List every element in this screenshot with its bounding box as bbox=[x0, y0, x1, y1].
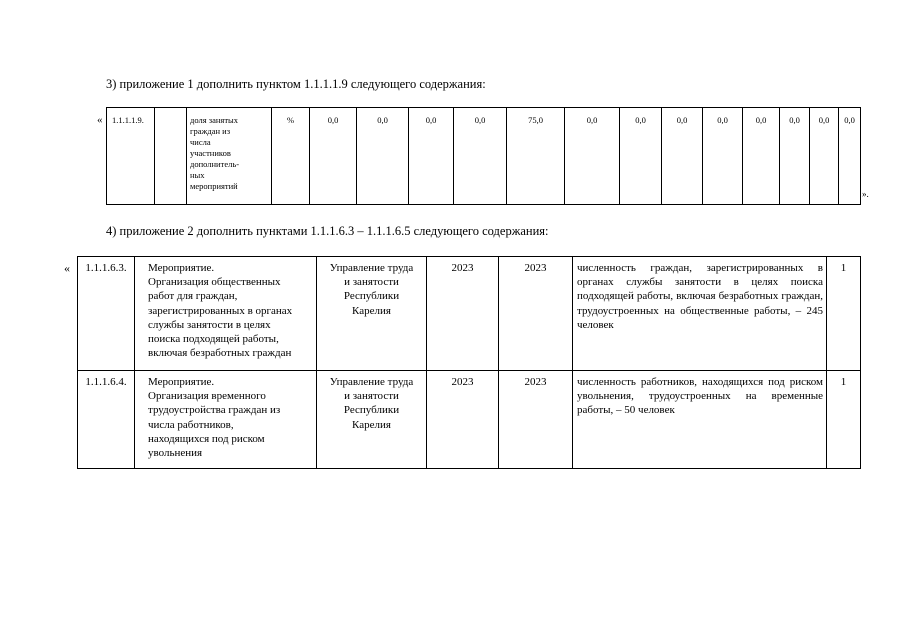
start-year: 2023 bbox=[427, 371, 499, 469]
name-line: Организация временного bbox=[148, 390, 266, 403]
value-cell: 0,0 bbox=[620, 108, 662, 205]
value-cell: 0,0 bbox=[780, 108, 810, 205]
row-number: 1.1.1.6.3. bbox=[78, 257, 135, 371]
empty-cell bbox=[155, 108, 187, 205]
name-line: числа работников, bbox=[148, 418, 234, 431]
name-line: службы занятости в целях bbox=[148, 318, 271, 331]
value-cell: 0,0 bbox=[357, 108, 409, 205]
table-row bbox=[107, 108, 861, 205]
table1-open-quote: « bbox=[97, 114, 103, 126]
executor-line: Карелия bbox=[352, 418, 391, 431]
name-line: Организация общественных bbox=[148, 276, 281, 289]
appendix1-table bbox=[106, 107, 861, 205]
name-line: мероприятий bbox=[190, 181, 238, 191]
value-cell: 0,0 bbox=[703, 108, 743, 205]
measure-name bbox=[135, 257, 317, 371]
name-line: работ для граждан, bbox=[148, 290, 238, 303]
value-cell: 0,0 bbox=[662, 108, 703, 205]
table1-close-quote: ». bbox=[862, 189, 869, 199]
executor-cell bbox=[317, 371, 427, 469]
row-number: 1.1.1.1.9. bbox=[107, 108, 155, 205]
name-line: трудоустройства граждан из bbox=[148, 404, 281, 417]
executor-line: и занятости bbox=[344, 390, 399, 403]
appendix2-table bbox=[77, 256, 861, 469]
link-cell: 1 bbox=[827, 257, 861, 371]
end-year: 2023 bbox=[499, 371, 573, 469]
start-year: 2023 bbox=[427, 257, 499, 371]
name-line: зарегистрированных в органах bbox=[148, 304, 293, 317]
indicator-name bbox=[187, 108, 272, 205]
executor-line: Карелия bbox=[352, 304, 391, 317]
name-line: Мероприятие. bbox=[148, 262, 215, 274]
value-cell: 0,0 bbox=[565, 108, 620, 205]
executor-line: Управление труда bbox=[329, 262, 414, 274]
name-line: числа bbox=[190, 137, 211, 147]
name-line: граждан из bbox=[190, 126, 231, 136]
table2-open-quote: « bbox=[64, 261, 70, 275]
name-line: ных bbox=[190, 170, 205, 180]
row-number: 1.1.1.6.4. bbox=[78, 371, 135, 469]
value-cell: 0,0 bbox=[839, 108, 861, 205]
executor-line: Республики bbox=[343, 290, 400, 303]
paragraph-3-heading: 3) приложение 1 дополнить пунктом 1.1.1.1.9 следующего содержания: bbox=[106, 77, 486, 91]
paragraph-4-heading: 4) приложение 2 дополнить пунктами 1.1.1.6.3 – 1.1.1.6.5 следующего содержания: bbox=[106, 224, 549, 238]
link-cell: 1 bbox=[827, 371, 861, 469]
value-cell: 75,0 bbox=[507, 108, 565, 205]
value-cell: 0,0 bbox=[743, 108, 780, 205]
name-line: увольнения bbox=[148, 447, 203, 460]
executor-line: и занятости bbox=[344, 276, 399, 289]
name-line: доля занятых bbox=[190, 115, 239, 125]
name-line: участников bbox=[190, 148, 231, 158]
table-row bbox=[78, 371, 861, 469]
result-indicator: численность работников, находящихся под риском увольнения, трудоустроенных на временные работы, – 50 человек bbox=[573, 371, 827, 469]
name-line: дополнитель- bbox=[190, 159, 240, 169]
name-line: поиска подходящей работы, bbox=[148, 333, 279, 346]
name-line: включая безработных граждан bbox=[148, 347, 292, 360]
result-indicator: численность граждан, зарегистрированных в органах службы занятости в целях поиска подходящей работы, включая безработных граждан, трудоустроенных на общественные работы, – 245 человек bbox=[573, 257, 827, 371]
unit-cell: % bbox=[272, 108, 310, 205]
name-line: находящихся под риском bbox=[148, 432, 265, 445]
value-cell: 0,0 bbox=[810, 108, 839, 205]
measure-name bbox=[135, 371, 317, 469]
executor-line: Управление труда bbox=[329, 376, 414, 388]
value-cell: 0,0 bbox=[409, 108, 454, 205]
executor-cell bbox=[317, 257, 427, 371]
value-cell: 0,0 bbox=[454, 108, 507, 205]
value-cell: 0,0 bbox=[310, 108, 357, 205]
table-row bbox=[78, 257, 861, 371]
executor-line: Республики bbox=[343, 404, 400, 417]
end-year: 2023 bbox=[499, 257, 573, 371]
name-line: Мероприятие. bbox=[148, 376, 215, 388]
